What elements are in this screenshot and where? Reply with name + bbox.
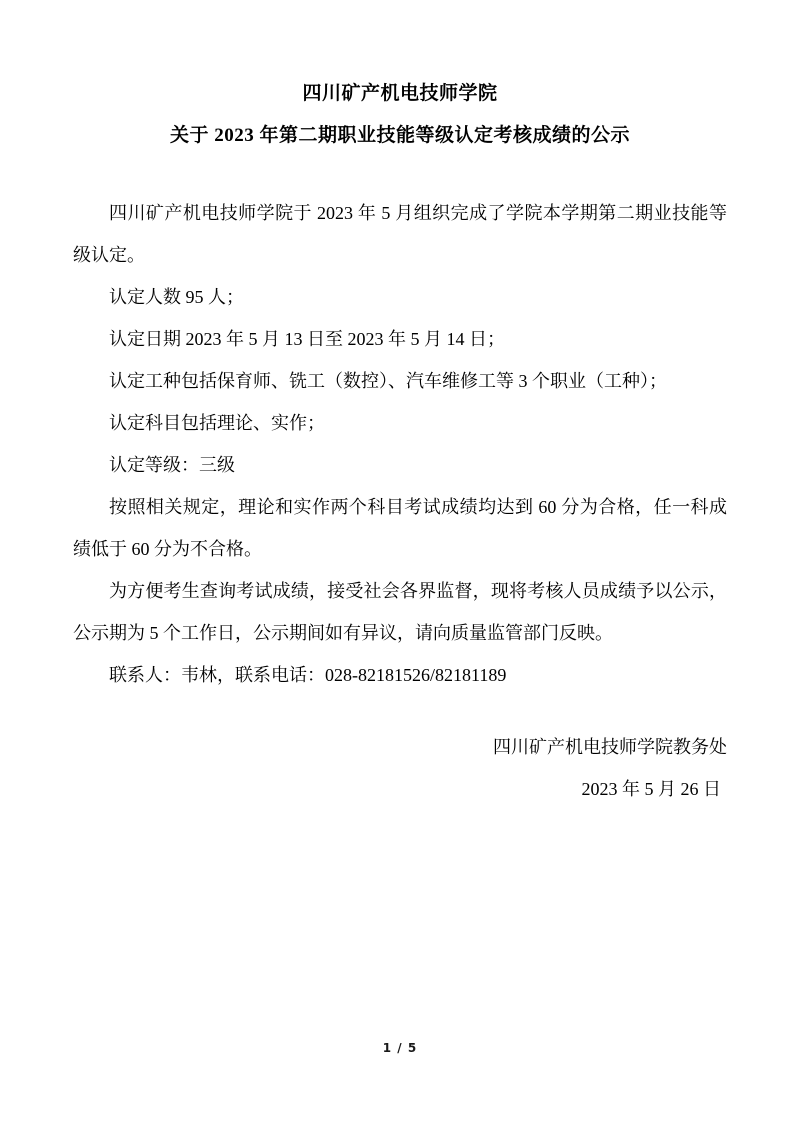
paragraph-publicity: 为方便考生查询考试成绩，接受社会各界监督，现将考核人员成绩予以公示，公示期为 5 个工作日，公示期间如有异议，请向质量监管部门反映。 [73,581,727,643]
paragraph-occupations: 认定工种包括保育师、铣工（数控）、汽车维修工等 3 个职业（工种）； [109,371,667,391]
paragraph-intro: 四川矿产机电技师学院于 2023 年 5 月组织完成了学院本学期第二期业技能等级认定。 [73,203,727,265]
document-subtitle: 关于 2023 年第二期职业技能等级认定考核成绩的公示 [169,125,630,146]
paragraph-contact: 联系人：韦林，联系电话：028-82181526/82181189 [109,665,507,685]
page-number-indicator: 1 / 5 [382,1041,418,1055]
paragraph-headcount: 认定人数 95 人； [109,287,244,307]
signature-block [73,726,727,810]
signature-date: 2023 年 5 月 26 日 [581,779,721,799]
document-heading [73,73,727,157]
paragraph-passing-rule: 按照相关规定，理论和实作两个科目考试成绩均达到 60 分为合格，任一科成绩低于 60 分为不合格。 [73,497,727,559]
paragraph-level: 认定等级：三级 [109,455,235,475]
paragraph-subjects: 认定科目包括理论、实作； [109,413,325,433]
paragraph-dates: 认定日期 2023 年 5 月 13 日至 2023 年 5 月 14 日； [109,329,505,349]
document-title: 四川矿产机电技师学院 [302,83,498,104]
document-body [73,192,727,696]
signature-organization: 四川矿产机电技师学院教务处 [493,737,727,757]
